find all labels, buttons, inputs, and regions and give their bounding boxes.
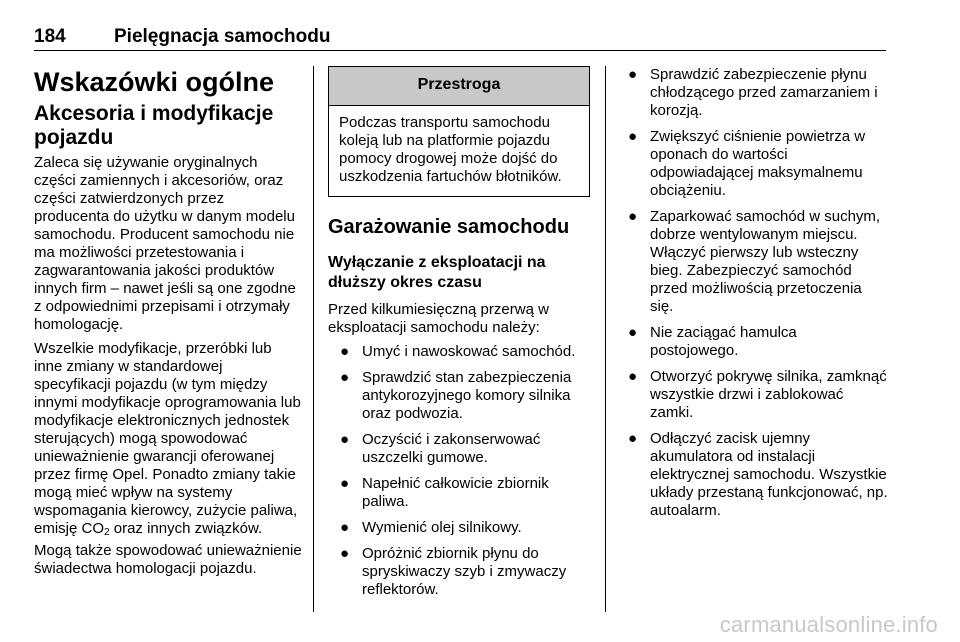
section-title: Pielęgnacja samochodu — [114, 26, 331, 47]
list-item: ● Oczyścić i zakonserwować uszczelki gumowe. — [340, 431, 541, 466]
heading-general-tips: Wskazówki ogólne — [34, 67, 275, 97]
bullet-icon: ● — [340, 545, 350, 562]
bullet-icon: ● — [628, 66, 638, 83]
caution-box — [328, 66, 590, 197]
caution-title: Przestroga — [329, 67, 589, 106]
caution-text: Podczas transportu samochodu koleją lub na platformie pojazdu pomocy drogowej może dojść do uszkodzenia fartuchów błotników. — [339, 114, 562, 185]
list-item: ● Zaparkować samochód w suchym, dobrze wentylowanym miejscu. Włączyć pierwszy lub wsteczny bieg. Zabezpieczyć samochód przed możliwością przetoczenia się. — [628, 208, 881, 315]
list-item: ● Napełnić całkowicie zbiornik paliwa. — [340, 475, 549, 510]
list-item: ● Otworzyć pokrywę silnika, zamknąć wszystkie drzwi i zablokować zamki. — [628, 368, 887, 421]
bullet-icon: ● — [340, 343, 350, 360]
list-item: ● Wymienić olej silnikowy. — [340, 519, 522, 536]
paragraph-modifications — [34, 340, 302, 578]
column-1 — [34, 56, 302, 584]
paragraph-modifications-part1: Wszelkie modyfikacje, przeróbki lub inne zmiany w standardowej specyfikacji pojazdu (w tym między innymi modyfikacje oprogramowania lub modyfikacje elektronicznych jednostek sterujących) mogą spowodować unieważnienie gwarancji oferowanej przez firmę Opel. Ponadto zmiany takie mogą mieć wpływ na systemy wspomagania kierowcy, zużycie paliwa, emisję CO — [34, 340, 301, 537]
column-divider-left — [313, 66, 314, 612]
bullet-icon: ● — [628, 128, 638, 145]
bullet-icon: ● — [340, 431, 350, 448]
bullet-icon: ● — [340, 475, 350, 492]
list-storage-steps-b — [616, 66, 888, 520]
bullet-icon: ● — [340, 369, 350, 386]
paragraph-modifications-part2: oraz innych związków. Mogą także spowodować unieważnienie świadectwa homologacji pojazdu. — [34, 520, 302, 577]
list-item: ● Sprawdzić stan zabezpieczenia antykorozyjnego komory silnika oraz podwozia. — [340, 369, 572, 422]
paragraph-intro: Przed kilkumiesięczną przerwą w eksploatacji samochodu należy: — [328, 301, 549, 336]
list-item: ● Nie zaciągać hamulca postojowego. — [628, 324, 797, 359]
column-divider-right — [605, 66, 606, 612]
page-number: 184 — [34, 26, 66, 47]
list-storage-steps-a — [328, 343, 590, 599]
list-item: ● Zwiększyć ciśnienie powietrza w oponach do wartości odpowiadającej maksymalnemu obciążeniu. — [628, 128, 866, 199]
header-rule — [34, 50, 886, 51]
page-header — [34, 26, 886, 48]
subheading-decommissioning: Wyłączanie z eksploatacji na dłuższy okres czasu — [328, 254, 546, 291]
watermark: carmanualsonline.info — [719, 612, 938, 637]
bullet-icon: ● — [628, 368, 638, 385]
column-2 — [328, 66, 590, 607]
list-item: ● Umyć i nawoskować samochód. — [340, 343, 576, 360]
list-item: ● Odłączyć zacisk ujemny akumulatora od instalacji elektrycznej samochodu. Wszystkie układy przestaną funkcjonować, np. autoalarm. — [628, 430, 888, 519]
list-item: ● Sprawdzić zabezpieczenie płynu chłodzącego przed zamarzaniem i korozją. — [628, 66, 878, 119]
co2-subscript: 2 — [104, 527, 110, 538]
bullet-icon: ● — [628, 208, 638, 225]
bullet-icon: ● — [628, 324, 638, 341]
paragraph-original-parts: Zaleca się używanie oryginalnych części zamiennych i akcesoriów, oraz części zatwierdzonych przez producenta do użytku w danym modelu samochodu. Producent samochodu nie ma możliwości przetestowania i zagwarantowania jakości produktów innych firm – nawet jeśli są one zgodne z odpowiednimi przepisami i otrzymały homologację. — [34, 154, 296, 333]
column-3 — [616, 66, 888, 528]
bullet-icon: ● — [628, 430, 638, 447]
heading-garaging: Garażowanie samochodu — [328, 216, 570, 238]
bullet-icon: ● — [340, 519, 350, 536]
subheading-accessories: Akcesoria i modyfikacje pojazdu — [34, 102, 274, 149]
list-item: ● Opróżnić zbiornik płynu do spryskiwaczy szyb i zmywaczy reflektorów. — [340, 545, 567, 598]
